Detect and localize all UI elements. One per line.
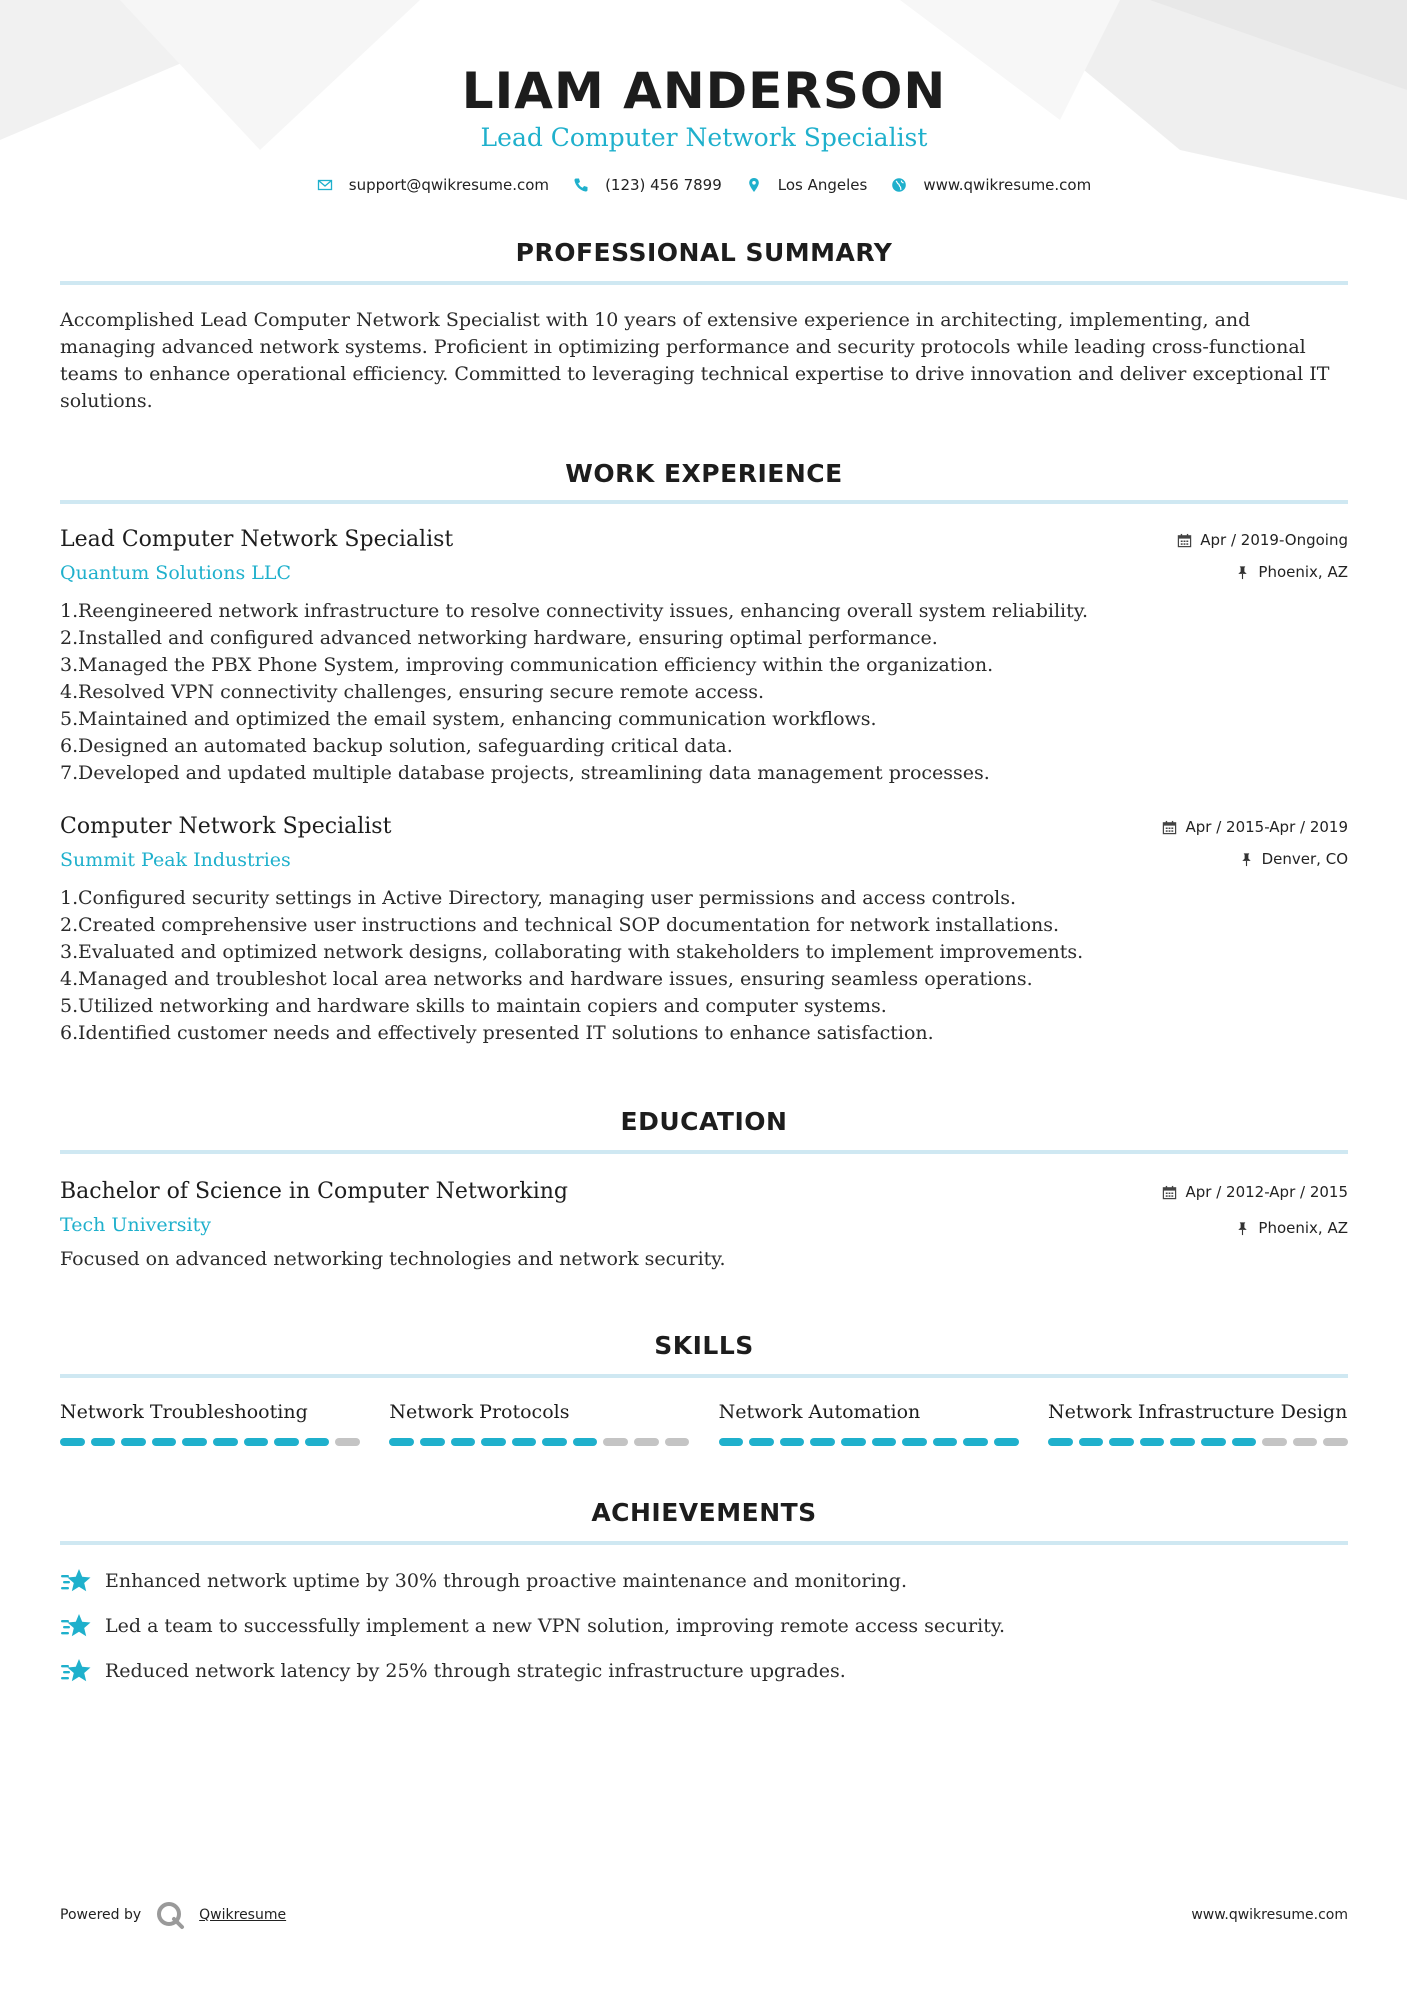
- phone-text: (123) 456 7899: [605, 176, 722, 194]
- job-meta: [1162, 817, 1348, 869]
- skill-level-segment: [213, 1438, 238, 1446]
- job-dates: [1162, 817, 1348, 837]
- job-title: Lead Computer Network Specialist: [60, 527, 454, 552]
- job-entry: [60, 526, 1348, 787]
- skill-level-bar: [1048, 1438, 1348, 1446]
- list-item: 4. Managed and troubleshot local area networks and hardware issues, ensuring seamless operations.: [60, 968, 1033, 990]
- contact-bar: [60, 176, 1348, 194]
- education-description: Focused on advanced networking technologies and network security.: [60, 1248, 726, 1270]
- list-item: [60, 1612, 1348, 1640]
- job-location-text: Denver, CO: [1261, 850, 1348, 868]
- skill-level-segment: [481, 1438, 506, 1446]
- section-divider: [60, 1150, 1348, 1154]
- skill-level-segment: [274, 1438, 299, 1446]
- achievements-heading: ACHIEVEMENTS: [591, 1498, 817, 1527]
- achievement-text: Enhanced network uptime by 30% through proactive maintenance and monitoring.: [105, 1569, 907, 1592]
- shooting-star-icon: [60, 1657, 92, 1685]
- achievement-text: Reduced network latency by 25% through strategic infrastructure upgrades.: [105, 1659, 846, 1682]
- list-item: 1. Configured security settings in Active Directory, managing user permissions and access controls.: [60, 887, 1017, 909]
- education-dates-text: Apr / 2012-Apr / 2015: [1185, 1183, 1348, 1201]
- job-dates-text: Apr / 2015-Apr / 2019: [1185, 818, 1348, 836]
- skill-level-segment: [389, 1438, 414, 1446]
- email-text: support@qwikresume.com: [348, 176, 550, 194]
- skill-level-segment: [60, 1438, 85, 1446]
- skill-level-segment: [182, 1438, 207, 1446]
- skill-level-segment: [1201, 1438, 1226, 1446]
- skill-item: [719, 1398, 1019, 1446]
- phone-icon: [573, 177, 589, 193]
- job-location: [1177, 562, 1348, 582]
- job-meta: [1177, 530, 1348, 582]
- map-marker-icon: [746, 177, 762, 193]
- education-location-text: Phoenix, AZ: [1258, 1219, 1348, 1237]
- skill-level-segment: [305, 1438, 330, 1446]
- skills-list: [60, 1398, 1348, 1446]
- skill-level-segment: [665, 1438, 690, 1446]
- list-item: 2. Installed and configured advanced networking hardware, ensuring optimal performance.: [60, 627, 938, 649]
- contact-website[interactable]: [891, 176, 1091, 194]
- page-footer: [60, 1900, 1348, 1930]
- pushpin-icon: [1239, 852, 1254, 867]
- skill-name: Network Protocols: [389, 1401, 570, 1423]
- education-heading: EDUCATION: [620, 1107, 788, 1136]
- skill-item: [389, 1398, 689, 1446]
- skill-level-segment: [573, 1438, 598, 1446]
- job-company: Quantum Solutions LLC: [60, 562, 292, 584]
- section-divider: [60, 500, 1348, 504]
- list-item: 5. Maintained and optimized the email system, enhancing communication workflows.: [60, 708, 877, 730]
- section-divider: [60, 1541, 1348, 1545]
- skill-name: Network Infrastructure Design: [1047, 1401, 1348, 1423]
- skill-level-segment: [933, 1438, 958, 1446]
- skill-level-segment: [1323, 1438, 1348, 1446]
- skill-level-segment: [841, 1438, 866, 1446]
- skill-level-segment: [1140, 1438, 1165, 1446]
- skill-level-segment: [1293, 1438, 1318, 1446]
- globe-icon: [891, 177, 907, 193]
- skill-level-segment: [1170, 1438, 1195, 1446]
- job-title: Computer Network Specialist: [60, 814, 392, 839]
- resume-page: [60, 0, 1348, 1702]
- job-dates: [1177, 530, 1348, 550]
- skill-level-segment: [719, 1438, 744, 1446]
- candidate-title: Lead Computer Network Specialist: [480, 123, 928, 152]
- education-section: [60, 1107, 1348, 1273]
- summary-text: Accomplished Lead Computer Network Specialist with 10 years of extensive experience in architecting, implementing, and managing advanced network systems. Proficient in optimizing performance and security protocols while leading cross-functional teams to enhance operational efficiency. Committed to leveraging technical expertise to drive innovation and deliver exceptional IT solutions.: [60, 309, 1330, 412]
- shooting-star-icon: [60, 1567, 92, 1595]
- education-meta: [1162, 1182, 1348, 1238]
- education-dates: [1162, 1182, 1348, 1202]
- education-entry: [60, 1178, 1348, 1273]
- skill-level-segment: [1232, 1438, 1257, 1446]
- experience-heading: WORK EXPERIENCE: [565, 459, 843, 488]
- skill-level-segment: [603, 1438, 628, 1446]
- contact-location: [746, 176, 868, 194]
- skill-level-segment: [121, 1438, 146, 1446]
- shooting-star-icon: [60, 1612, 92, 1640]
- section-divider: [60, 1374, 1348, 1378]
- skill-item: [1048, 1398, 1348, 1446]
- skill-level-bar: [389, 1438, 689, 1446]
- skill-name: Network Automation: [718, 1401, 921, 1423]
- school-name: Tech University: [60, 1214, 211, 1236]
- list-item: [60, 1657, 1348, 1685]
- resume-header: [60, 0, 1348, 194]
- skill-level-segment: [872, 1438, 897, 1446]
- skill-level-segment: [1262, 1438, 1287, 1446]
- skill-item: [60, 1398, 360, 1446]
- pushpin-icon: [1235, 1221, 1250, 1236]
- list-item: 3. Managed the PBX Phone System, improving communication efficiency within the organization.: [60, 654, 994, 676]
- skill-level-segment: [244, 1438, 269, 1446]
- skill-level-segment: [91, 1438, 116, 1446]
- skill-level-segment: [1109, 1438, 1134, 1446]
- skill-level-segment: [634, 1438, 659, 1446]
- pushpin-icon: [1235, 565, 1250, 580]
- list-item: 4. Resolved VPN connectivity challenges, ensuring secure remote access.: [60, 681, 765, 703]
- skill-level-segment: [420, 1438, 445, 1446]
- website-text: www.qwikresume.com: [923, 176, 1092, 194]
- skill-level-bar: [719, 1438, 1019, 1446]
- job-location: [1162, 849, 1348, 869]
- skill-level-segment: [810, 1438, 835, 1446]
- list-item: 6. Identified customer needs and effectively presented IT solutions to enhance satisfaction.: [60, 1022, 934, 1044]
- calendar-icon: [1162, 1185, 1177, 1200]
- skills-section: [60, 1331, 1348, 1446]
- education-location: [1162, 1218, 1348, 1238]
- skill-level-segment: [994, 1438, 1019, 1446]
- job-location-text: Phoenix, AZ: [1258, 563, 1348, 581]
- brand-link[interactable]: Qwikresume: [199, 1907, 287, 1923]
- experience-section: [60, 459, 1348, 1047]
- skill-level-segment: [902, 1438, 927, 1446]
- contact-phone[interactable]: [573, 176, 722, 194]
- degree-title: Bachelor of Science in Computer Networking: [60, 1179, 568, 1204]
- achievements-section: [60, 1498, 1348, 1685]
- skill-level-bar: [60, 1438, 360, 1446]
- skill-level-segment: [749, 1438, 774, 1446]
- contact-email[interactable]: [317, 176, 549, 194]
- skill-level-segment: [451, 1438, 476, 1446]
- skills-heading: SKILLS: [654, 1331, 754, 1360]
- skill-level-segment: [1048, 1438, 1073, 1446]
- summary-heading: PROFESSIONAL SUMMARY: [515, 238, 893, 267]
- summary-section: [60, 238, 1348, 415]
- job-bullets: [60, 598, 1348, 787]
- skill-level-segment: [542, 1438, 567, 1446]
- envelope-icon: [317, 177, 333, 193]
- skill-level-segment: [512, 1438, 537, 1446]
- powered-by: [60, 1900, 286, 1930]
- skill-level-segment: [963, 1438, 988, 1446]
- list-item: 6. Designed an automated backup solution, safeguarding critical data.: [60, 735, 733, 757]
- calendar-icon: [1177, 533, 1192, 548]
- candidate-name: LIAM ANDERSON: [461, 62, 947, 120]
- footer-website-link[interactable]: www.qwikresume.com: [1191, 1907, 1348, 1923]
- list-item: 5. Utilized networking and hardware skills to maintain copiers and computer systems.: [60, 995, 887, 1017]
- calendar-icon: [1162, 820, 1177, 835]
- section-divider: [60, 281, 1348, 285]
- job-entry: [60, 813, 1348, 1047]
- skill-level-segment: [152, 1438, 177, 1446]
- list-item: 7. Developed and updated multiple database projects, streamlining data management processes.: [60, 762, 990, 784]
- skill-level-segment: [335, 1438, 360, 1446]
- qwikresume-logo-icon: [155, 1900, 185, 1930]
- skill-level-segment: [780, 1438, 805, 1446]
- powered-by-label: Powered by: [60, 1907, 142, 1923]
- skill-level-segment: [1079, 1438, 1104, 1446]
- job-company: Summit Peak Industries: [60, 849, 291, 871]
- list-item: 1. Reengineered network infrastructure to resolve connectivity issues, enhancing overall system reliability.: [60, 600, 1089, 622]
- list-item: 3. Evaluated and optimized network designs, collaborating with stakeholders to implement improvements.: [60, 941, 1084, 963]
- list-item: [60, 1567, 1348, 1595]
- achievement-text: Led a team to successfully implement a new VPN solution, improving remote access security.: [105, 1614, 1006, 1637]
- achievements-list: [60, 1567, 1348, 1685]
- location-text: Los Angeles: [777, 176, 868, 194]
- job-bullets: [60, 885, 1348, 1047]
- list-item: 2. Created comprehensive user instructions and technical SOP documentation for network installations.: [60, 914, 1060, 936]
- job-dates-text: Apr / 2019-Ongoing: [1200, 531, 1348, 549]
- skill-name: Network Troubleshooting: [60, 1401, 308, 1423]
